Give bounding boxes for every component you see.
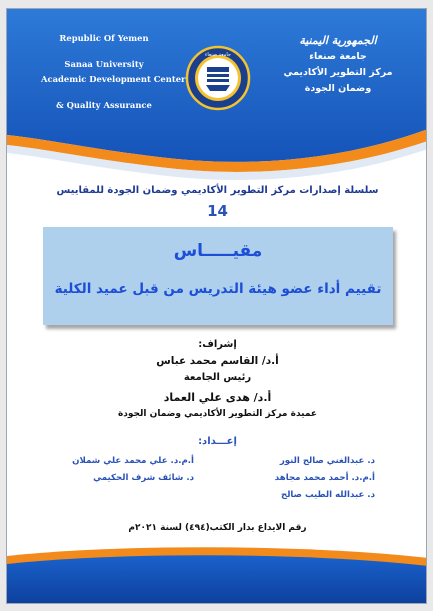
- logo-label: جامعة صنعاء: [204, 52, 232, 58]
- footer-band: [7, 542, 427, 604]
- preparation-label: إعـــداد:: [198, 436, 237, 447]
- en-university: Sanaa University: [64, 59, 144, 69]
- en-quality: & Quality Assurance: [56, 100, 152, 110]
- en-center: Academic Development Center: [41, 74, 186, 84]
- university-logo: [185, 45, 251, 111]
- preparer-5: د. عبدالله الطيب صالح: [281, 490, 375, 500]
- supervisor-role-2: عميدة مركز التطوير الأكاديمي وضمان الجودة: [117, 409, 317, 419]
- preparer-2: أ.م.د. علي محمد علي شملان: [72, 456, 194, 466]
- supervision-label: إشراف:: [198, 339, 237, 350]
- supervisor-name-2: أ.د/ هدى علي العماد: [163, 391, 272, 404]
- ar-country: الجمهورية اليمنية: [299, 34, 377, 47]
- series-number: 14: [207, 202, 228, 220]
- preparer-1: د. عبدالغني صالح النور: [279, 456, 375, 466]
- en-country: Republic Of Yemen: [59, 33, 149, 43]
- preparer-4: د. شائف شرف الحكيمي: [93, 473, 194, 483]
- ar-center: مركز التطوير الأكاديمي: [283, 67, 393, 78]
- cover-page: [6, 8, 427, 604]
- preparer-3: أ.م.د. أحمد محمد مجاهد: [274, 473, 375, 483]
- scale-subtitle: تقييم أداء عضو هيئة التدريس من قبل عميد الكلية: [54, 281, 382, 297]
- deposit-number: رقم الايداع بدار الكتب(٤٩٤) لسنة ٢٠٢١م: [128, 523, 307, 533]
- supervisor-role-1: رئيس الجامعة: [183, 372, 252, 383]
- ar-quality: وضمان الجودة: [304, 83, 372, 94]
- title-box: [43, 227, 393, 325]
- supervisor-name-1: أ.د/ القاسم محمد عباس: [156, 355, 279, 367]
- arabic-header: [268, 33, 408, 97]
- english-header: [41, 31, 186, 113]
- series-title: سلسلة إصدارات مركز التطوير الأكاديمي وضمان الجودة للمقاييس: [56, 185, 379, 196]
- scale-word: مقيـــــاس: [173, 241, 263, 261]
- ar-university: جامعة صنعاء: [309, 51, 367, 62]
